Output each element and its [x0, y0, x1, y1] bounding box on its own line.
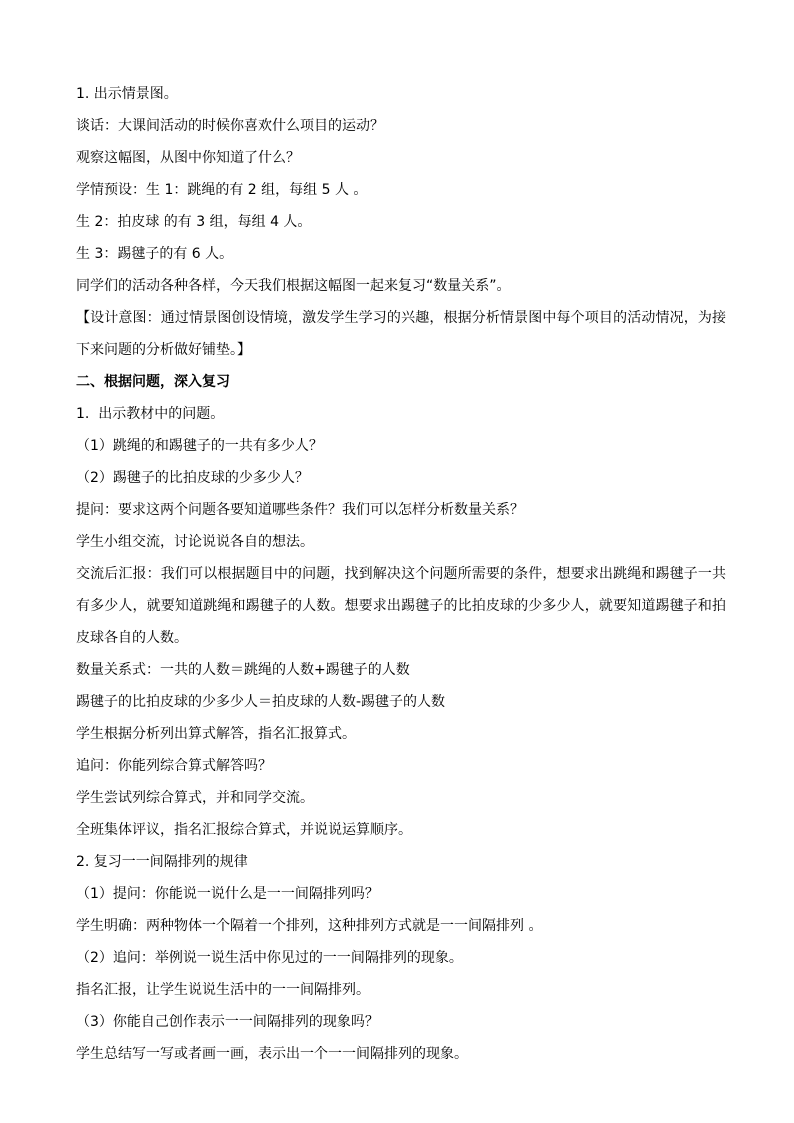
- relation-formula-2: 踢毽子的比拍皮球的少多少人＝拍皮球的人数-踢毽子的人数: [76, 694, 446, 710]
- try-combined-formula: 学生尝试列综合算式，并和同学交流。: [76, 790, 314, 806]
- preset-student-1: 学情预设：生 1：跳绳的有 2 组，每组 5 人 。: [76, 182, 368, 198]
- pattern-question-2: （2）追问：举例说一说生活中你见过的一一间隔排列的现象。: [76, 950, 463, 966]
- preset-student-2: 生 2：拍皮球 的有 3 组，每组 4 人。: [76, 214, 312, 230]
- problem-2: （2）踢毽子的比拍皮球的少多少人？: [76, 470, 309, 486]
- prompt-question: 提问：要求这两个问题各要知道哪些条件？我们可以怎样分析数量关系？: [76, 502, 524, 518]
- preset-student-3: 生 3：踢毽子的有 6 人。: [76, 246, 234, 262]
- dialogue-question: 谈话：大课间活动的时候你喜欢什么项目的运动？: [76, 118, 384, 134]
- document-body: [76, 78, 726, 1070]
- follow-up-question: 追问：你能列综合算式解答吗？: [76, 758, 272, 774]
- step-1-show-scene: 1. 出示情景图。: [76, 86, 178, 102]
- problem-1: （1）跳绳的和踢毽子的一共有多少人？: [76, 438, 323, 454]
- relation-formula-1: 数量关系式：一共的人数＝跳绳的人数+踢毽子的人数: [76, 662, 410, 678]
- group-discussion: 学生小组交流，讨论说说各自的想法。: [76, 534, 314, 550]
- pattern-question-1: （1）提问：你能说一说什么是一一间隔排列吗？: [76, 886, 379, 902]
- class-evaluation: 全班集体评议，指名汇报综合算式，并说说运算顺序。: [76, 822, 412, 838]
- design-intent-paragraph: 【设计意图：通过情景图创设情境，激发学生学习的兴趣，根据分析情景图中每个项目的活动情况，为接下来问题的分析做好铺垫。】: [76, 310, 726, 358]
- intro-review: 同学们的活动各种各样，今天我们根据这幅图一起来复习“数量关系”。: [76, 278, 511, 294]
- step-2-review-pattern: 2. 复习一一间隔排列的规律: [76, 854, 248, 870]
- section-heading-2: 二、根据问题，深入复习: [76, 374, 230, 390]
- solve-report: 学生根据分析列出算式解答，指名汇报算式。: [76, 726, 356, 742]
- pattern-report: 指名汇报，让学生说说生活中的一一间隔排列。: [76, 982, 370, 998]
- pattern-summary: 学生总结写一写或者画一画，表示出一个一一间隔排列的现象。: [76, 1046, 468, 1062]
- pattern-question-3: （3）你能自己创作表示一一间隔排列的现象吗？: [76, 1014, 379, 1030]
- pattern-definition: 学生明确：两种物体一个隔着一个排列，这种排列方式就是一一间隔排列 。: [76, 918, 543, 934]
- report-paragraph: 交流后汇报：我们可以根据题目中的问题，找到解决这个问题所需要的条件，想要求出跳绳和踢毽子一共有多少人，就要知道跳绳和踢毽子的人数。想要求出踢毽子的比拍皮球的少多少人，就要知道踢毽子和拍皮球各自的人数。: [76, 566, 726, 646]
- step-1-show-problems: 1. 出示教材中的问题。: [76, 406, 225, 422]
- observe-question: 观察这幅图，从图中你知道了什么？: [76, 150, 300, 166]
